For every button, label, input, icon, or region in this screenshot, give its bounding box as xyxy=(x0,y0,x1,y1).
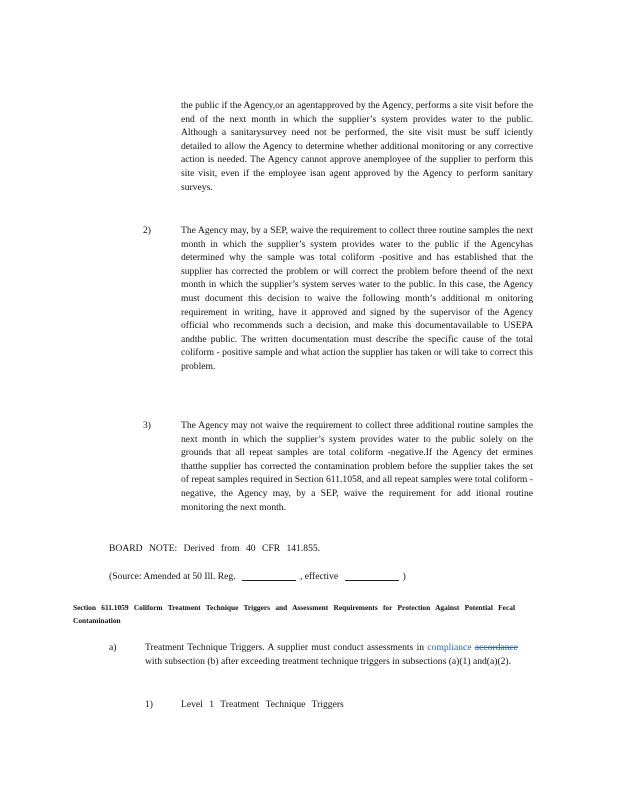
deleted-text: accordance xyxy=(474,642,519,653)
item-2-text: The Agency may, by a SEP, waive the requirement to collect three routine samples the next month in which the supplier’s system provides water to the public if the Agencyhas determined why the sample was total coliform -positive and has established that the supplier has corrected the problem or will correct the problem before theend of the next month in which the supplier’s system serves water to the public. In this case, the Agency must document this decision to waive the following month’s additional m onitoring requirement in writing, have it approved and signed by the supervisor of the Agency official who recommends such a decision, and make this documentavailable to USEPA andthe public. The written documentation must describe the specific cause of the total coliform - positive sample and what action the supplier has taken or will take to correct this problem. xyxy=(181,225,533,372)
item-a1-number: 1) xyxy=(145,699,153,710)
continued-paragraph: the public if the Agency,or an agentapproved by the Agency, performs a site visit before the end of the next month in which the supplier’s system provides water to the public. Although a sanitarysurvey need not be performed, the site visit must be suff iciently detailed to allow the Agency to determine whether additional monitoring or any corrective action is needed. The Agency cannot approve anemployee of the supplier to perform this site visit, even if the employee isan agent approved by the Agency to perform sanitary surveys. xyxy=(181,100,533,193)
item-3-text: The Agency may not waive the requirement to collect three additional routine samples the next month in which the supplier’s system provides water to the public solely on the grounds that all repeat samples are total coliform -negative.If the Agency det ermines thatthe supplier has corrected the contamination problem before the supplier takes the set of repeat samples required in Section 611.1058, and all repeat samples were total coliform -negative, the Agency may, by a SEP, waive the requirement for add itional routine monitoring the next month. xyxy=(181,420,533,513)
item-2-number: 2) xyxy=(143,225,151,236)
source-middle: , effective xyxy=(299,571,339,582)
item-a-text xyxy=(145,641,518,668)
item-a-text-before: Treatment Technique Triggers. A supplier must conduct assessments in xyxy=(145,642,425,653)
reg-blank-line xyxy=(242,580,296,581)
source-suffix: ) xyxy=(402,571,406,582)
source-prefix: (Source: Amended at 50 Ill. Reg. xyxy=(109,571,236,582)
item-a-number: a) xyxy=(109,642,117,653)
board-note: BOARD NOTE: Derived from 40 CFR 141.855. xyxy=(109,543,321,554)
inserted-text: compliance xyxy=(427,642,472,653)
effective-blank-line xyxy=(345,580,399,581)
item-3-number: 3) xyxy=(143,420,151,431)
item-a1-text: Level 1 Treatment Technique Triggers xyxy=(181,699,344,710)
item-a-text-after: with subsection (b) after exceeding treatment technique triggers in subsections (a)(1) and(a)(2). xyxy=(145,655,512,667)
source-note xyxy=(109,571,406,582)
section-heading: Section 611.1059 Coliform Treatment Technique Triggers and Assessment Requirements for Protection Against Potential Fecal Contamination xyxy=(73,603,515,625)
